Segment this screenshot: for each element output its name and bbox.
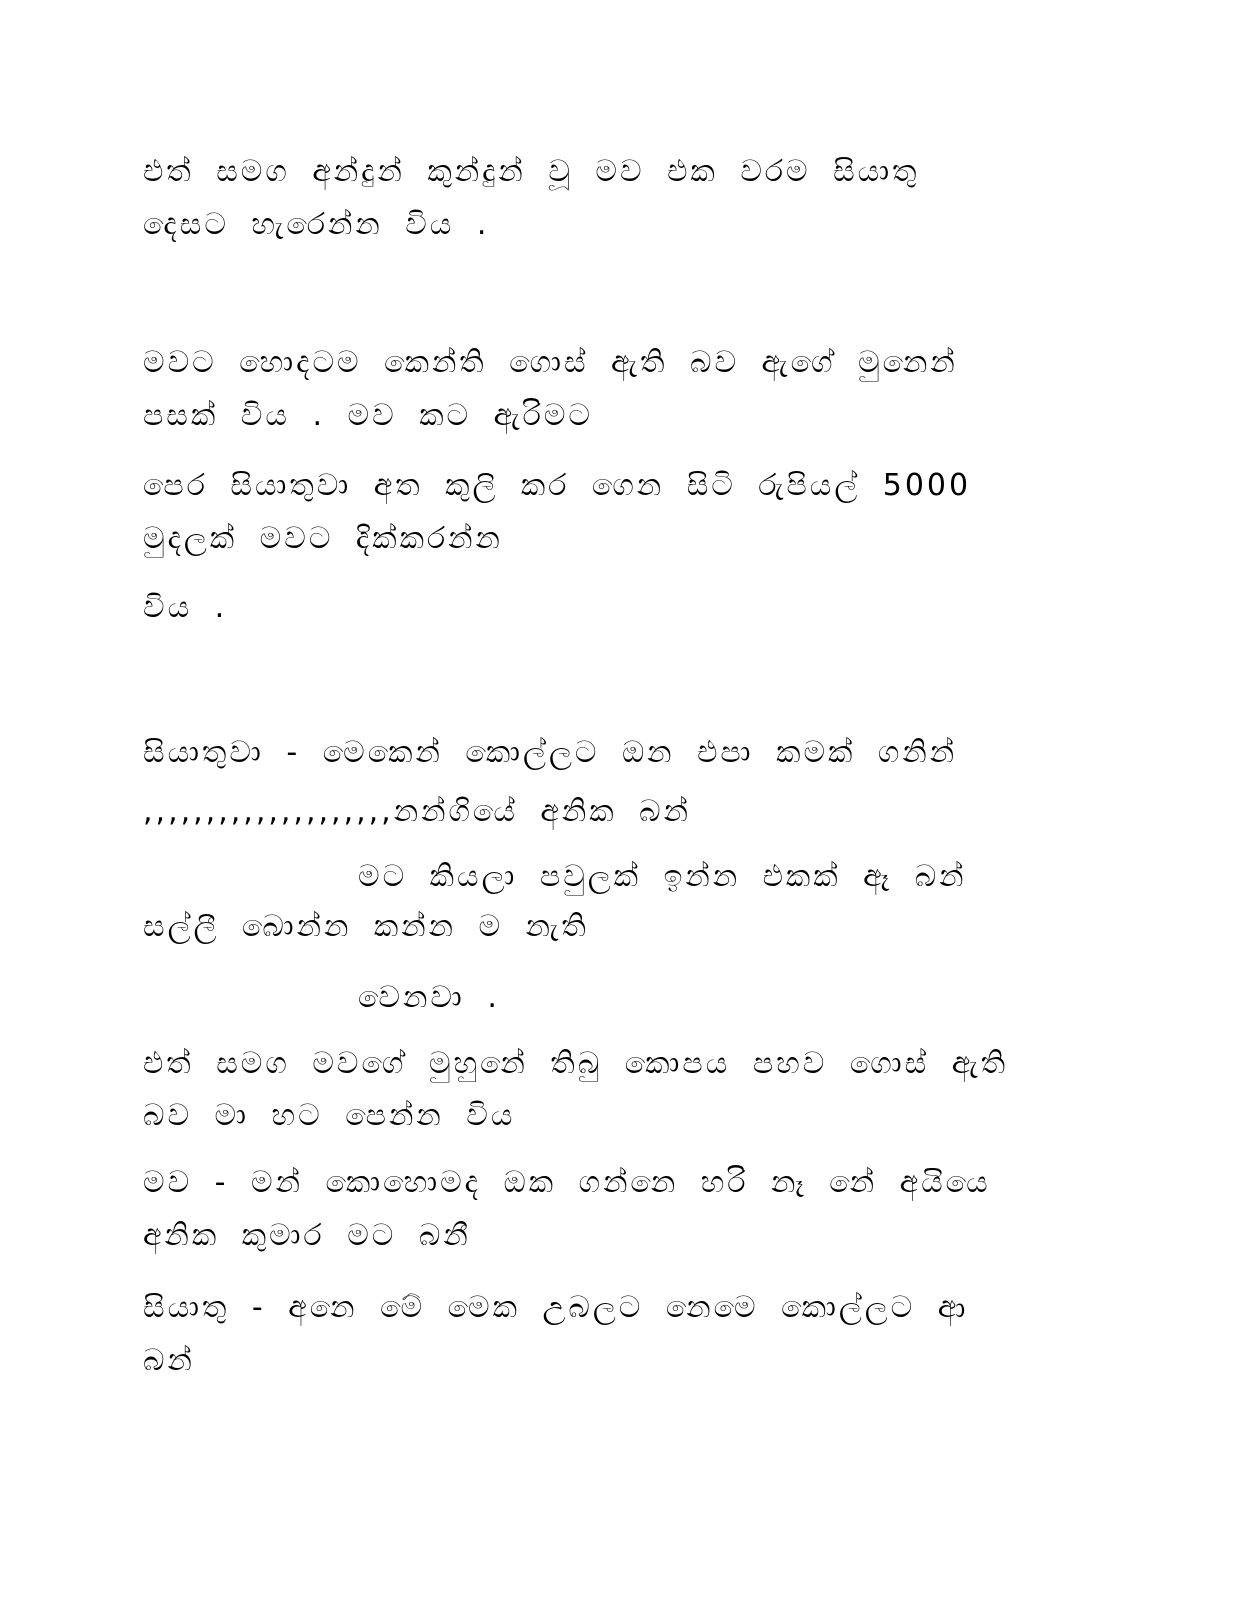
text-line: පසක් විය . මව කට ඇරිමට [143,398,593,433]
text-line: වෙනවා . [358,980,500,1015]
text-line: විය . [143,590,228,625]
text-line: බව මා හට පෙන්න විය [143,1098,516,1133]
text-line: එත් සමග මවගේ මුහුනේ තිබු කොපය පහව ගොස් ඇති [143,1046,1009,1081]
text-line: ,,,,,,,,,,,,,,,,,,,,නන්ගියේ අනික බන් [143,794,691,829]
text-line: දෙසට හැරෙන්න විය . [143,207,490,242]
text-line: මට කියලා පවුලක් ඉන්න එකක් ඈ බන් [358,859,967,894]
text-line: පෙර සියාතුවා අත කුලි කර ගෙන සිටි රුපියල් 5000 [143,468,972,503]
text-line: මව - මන් කොහොමද ඔක ගන්නෙ හරි නෑ නේ අයියෙ [143,1165,991,1200]
text-line: බන් [143,1343,195,1378]
text-line: සියාතු - අනෙ මේ මෙක උබලට නෙමෙ කොල්ලට ආ [143,1290,969,1325]
text-line: එත් සමග අන්දුන් කුන්දුන් වූ මව එක වරම සියාතු [143,154,920,189]
text-line: අනික කුමාර මට බනී [143,1218,471,1253]
text-line: සියාතුවා - මෙකෙන් කොල්ලට ඔන එපා කමක් ගනින් [143,735,958,770]
text-line: මුදලක් මවට දික්කරන්න [143,521,503,556]
text-line: මවට හොදටම කෙන්ති ගොස් ඇති බව ඇගේ මුනෙන් [143,345,958,380]
text-line: සල්ලී බොන්න කන්න ම නැති [143,909,589,944]
